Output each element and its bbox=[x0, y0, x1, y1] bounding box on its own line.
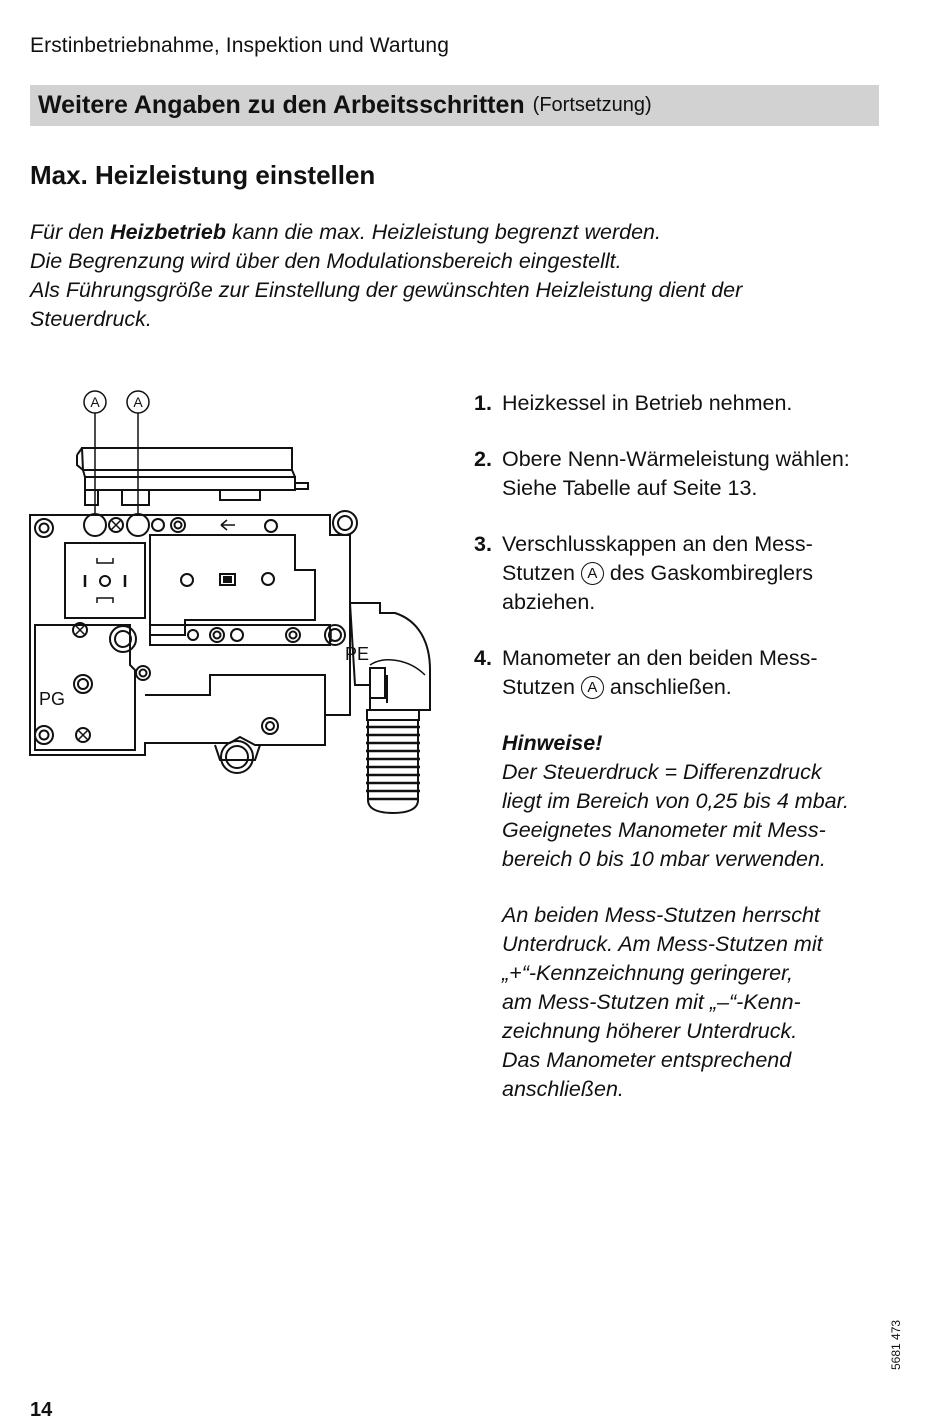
step-number: 3. bbox=[474, 532, 492, 556]
procedure-steps bbox=[474, 389, 914, 1131]
step-text: Verschlusskappen an den Mess- Stutzen A des Gaskombireglers abziehen. bbox=[502, 532, 814, 614]
intro-bold-term: Heizbetrieb bbox=[110, 220, 226, 244]
corrugated-hose bbox=[366, 720, 420, 813]
step-text: Obere Nenn-Wärmeleistung wählen: Siehe Tabelle auf Seite 13. bbox=[502, 447, 850, 500]
notes-paragraph-1: Der Steuerdruck = Differenzdruck liegt im Bereich von 0,25 bis 4 mbar. Geeignetes Manometer mit Mess- bereich 0 bis 10 mbar verwenden. bbox=[502, 760, 849, 871]
connector-housing bbox=[82, 448, 292, 470]
measuring-nozzle-1 bbox=[84, 514, 106, 536]
callout-marker-a: A bbox=[581, 562, 604, 585]
gas-valve-diagram bbox=[25, 385, 445, 815]
valve-body-outline bbox=[30, 515, 350, 755]
step-2 bbox=[474, 445, 914, 503]
callout-marker-a: A bbox=[581, 676, 604, 699]
step-number: 4. bbox=[474, 646, 492, 670]
page-number: 14 bbox=[30, 1399, 53, 1421]
intro-paragraph bbox=[30, 218, 890, 334]
step-number: 1. bbox=[474, 391, 492, 415]
plug-connector bbox=[65, 543, 145, 618]
intro-line-1: Für den Heizbetrieb kann die max. Heizleistung begrenzt werden. bbox=[30, 220, 661, 244]
section-suffix: (Fortsetzung) bbox=[532, 94, 652, 116]
label-pg: PG bbox=[39, 689, 66, 709]
step-3 bbox=[474, 530, 914, 617]
intro-line-4: Steuerdruck. bbox=[30, 307, 152, 331]
step-text: Heizkessel in Betrieb nehmen. bbox=[502, 391, 793, 415]
step-number: 2. bbox=[474, 447, 492, 471]
label-pe: PE bbox=[345, 644, 370, 664]
measuring-nozzle-2 bbox=[127, 514, 149, 536]
callout-a-right-label: A bbox=[133, 394, 143, 410]
chapter-header: Erstinbetriebnahme, Inspektion und Wartung bbox=[30, 34, 449, 57]
notes-block bbox=[502, 729, 914, 1104]
document-number: 5681 473 bbox=[889, 1319, 903, 1370]
callout-a-left-label: A bbox=[90, 394, 100, 410]
step-text: Manometer an den beiden Mess- Stutzen A anschließen. bbox=[502, 646, 818, 699]
intro-line-2: Die Begrenzung wird über den Modulationsbereich eingestellt. bbox=[30, 249, 622, 273]
step-4 bbox=[474, 644, 914, 702]
section-title-bar bbox=[30, 85, 879, 126]
section-title: Weitere Angaben zu den Arbeitsschritten bbox=[38, 91, 525, 119]
subheading: Max. Heizleistung einstellen bbox=[30, 160, 376, 190]
notes-paragraph-2: An beiden Mess-Stutzen herrscht Unterdruck. Am Mess-Stutzen mit „+“-Kennzeichnung geringerer, am Mess-Stutzen mit „–“-Kenn- zeichnung höherer Unterdruck. Das Manometer entsprechend anschließen. bbox=[502, 903, 823, 1101]
intro-line-3: Als Führungsgröße zur Einstellung der gewünschten Heizleistung dient der bbox=[30, 278, 743, 302]
flow-arrow bbox=[221, 520, 235, 530]
notes-heading: Hinweise! bbox=[502, 731, 603, 755]
step-1 bbox=[474, 389, 914, 418]
